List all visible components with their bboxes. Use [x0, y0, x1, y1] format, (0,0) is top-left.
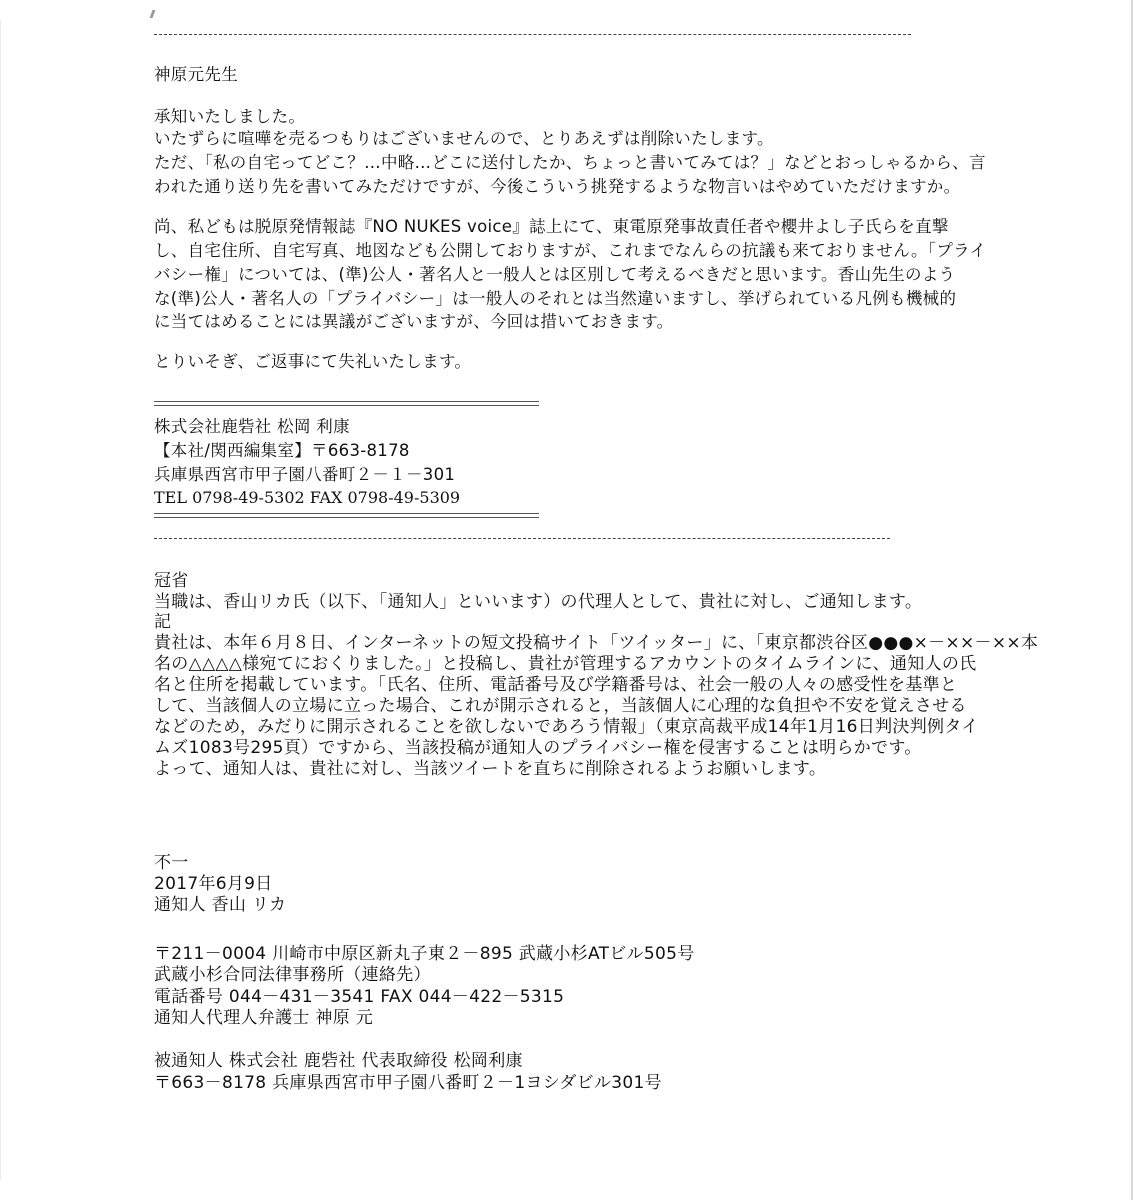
law-firm: 武蔵小杉合同法律事務所（連絡先） [154, 965, 431, 985]
notice-opening: 冠省 [154, 571, 189, 591]
scan-artifact-mark [150, 10, 156, 18]
notice-fuitsu: 不一 [154, 853, 189, 873]
lawyer-name: 通知人代理人弁護士 神原 元 [154, 1008, 374, 1028]
notice-body-line4: して、当該個人の立場に立った場合、これが開示されると，当該個人に心理的な負担や不安を覚えさせる [154, 696, 967, 716]
lawyer-address: 〒211－0004 川崎市中原区新丸子東２－895 武蔵小杉ATビル505号 [154, 944, 695, 964]
signature-divider-top [154, 401, 539, 406]
recipient-address: 〒663－8178 兵庫県西宮市甲子園八番町２－1ヨシダビル301号 [154, 1073, 662, 1093]
notice-body-line2: 名の△△△△様宛てにおくりました。」と投稿し、貴社が管理するアカウントのタイムラインに、通知人の氏 [154, 654, 977, 674]
notice-intro: 当職は、香山リカ氏（以下、「通知人」といいます）の代理人として、貴社に対し、ご通知します。 [154, 592, 923, 612]
email-para2-line4: な(準)公人・著名人の「プライバシー」は一般人のそれとは当然違いますし、挙げられている凡例も機械的 [154, 289, 957, 308]
page-left-edge [0, 20, 1, 1180]
notice-request: よって、通知人は、貴社に対し、当該ツイートを直ちに削除されるようお願いします。 [154, 759, 827, 779]
email-para2-line1: 尚、私どもは脱原発情報誌『NO NUKES voice』誌上にて、東電原発事故責任者や櫻井よし子氏らを直撃 [154, 217, 949, 236]
signature-address: 兵庫県西宮市甲子園八番町２－１－301 [154, 465, 456, 484]
dashed-separator-top [154, 34, 911, 35]
email-para2-line5: に当てはめることには異議がございますが、今回は措いておきます。 [154, 312, 674, 331]
signature-office: 【本社/関西編集室】〒663-8178 [154, 441, 410, 460]
notice-body-line6: ムズ1083号295頁）ですから、当該投稿が通知人のプライバシー権を侵害することは明らかです。 [154, 738, 922, 758]
notice-body-line5: などのため，みだりに開示されることを欲しないであろう情報」（東京高裁平成14年1月16日判決判例タイ [154, 717, 979, 737]
recipient: 被通知人 株式会社 鹿砦社 代表取締役 松岡利康 [154, 1051, 523, 1071]
email-para1-line1: ただ、「私の自宅ってどこ？…中略…どこに送付したか、ちょっと書いてみては？」などとおっしゃるから、言 [154, 153, 986, 172]
notice-body-line3: 名と住所を掲載しています。「氏名、住所、電話番号及び学籍番号は、社会一般の人々の感受性を基準と [154, 675, 958, 695]
signature-divider-bottom [154, 513, 539, 518]
email-acknowledgement: 承知いたしました。 [154, 107, 306, 126]
notice-body-line1: 貴社は、本年６月８日、インターネットの短文投稿サイト「ツイッター」に、「東京都渋谷区●●●×－××－××本 [154, 633, 1039, 653]
notice-ki: 記 [154, 612, 172, 632]
email-para2-line3: バシー権」については、(準)公人・著名人と一般人とは区別して考えるべきだと思います。香山先生のよう [154, 265, 956, 284]
notice-date: 2017年6月9日 [154, 874, 273, 894]
signature-tel-fax: TEL 0798-49-5302 FAX 0798-49-5309 [154, 488, 461, 507]
signature-company: 株式会社鹿砦社 松岡 利康 [154, 417, 350, 436]
lawyer-phone-fax: 電話番号 044－431－3541 FAX 044－422－5315 [154, 987, 565, 1007]
dashed-separator-middle [154, 538, 890, 539]
email-salutation: 神原元先生 [154, 65, 238, 84]
notice-notifier: 通知人 香山 リカ [154, 895, 287, 915]
email-para1-line2: われた通り送り先を書いてみただけですが、今後こういう挑発するような物言いはやめていただけますか。 [154, 177, 961, 196]
email-closing: とりいそぎ、ご返事にて失礼いたします。 [154, 352, 472, 371]
email-delete-line: いたずらに喧嘩を売るつもりはございませんので、とりあえずは削除いたします。 [154, 129, 774, 148]
email-para2-line2: し、自宅住所、自宅写真、地図なども公開しておりますが、これまでなんらの抗議も来ておりません。「プライ [154, 241, 987, 260]
